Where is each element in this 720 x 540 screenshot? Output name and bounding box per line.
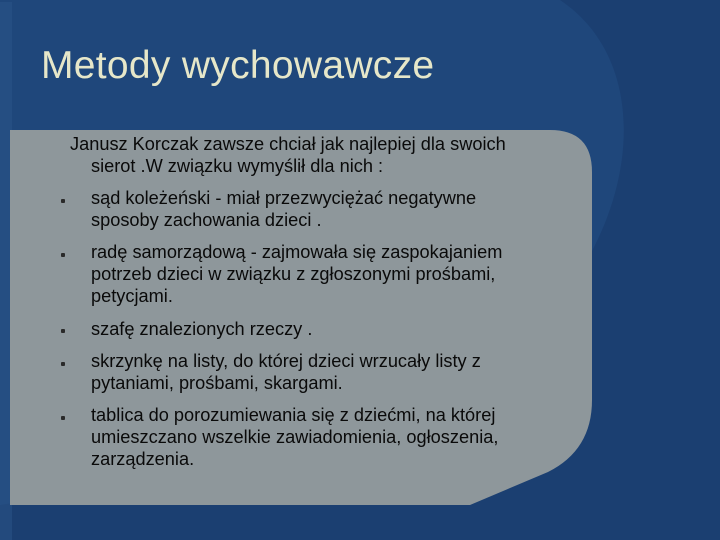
bullet-marker (61, 362, 65, 366)
item-5-line-1: tablica do porozumiewania się z dziećmi, na której (91, 405, 496, 425)
item-3-line-1: szafę znalezionych rzeczy . (91, 319, 313, 339)
bullet-marker (61, 199, 65, 203)
intro-line-1: Janusz Korczak zawsze chciał jak najlepiej dla swoich (70, 134, 506, 154)
bullet-marker (61, 329, 65, 333)
item-2-line-2: potrzeb dzieci w związku z zgłoszonymi prośbami, (91, 264, 496, 284)
item-4-line-1: skrzynkę na listy, do której dzieci wrzucały listy z (91, 351, 481, 371)
item-2-line-1: radę samorządową - zajmowała się zaspokajaniem (91, 242, 503, 262)
item-1-line-1: sąd koleżeński - miał przezwyciężać negatywne (91, 188, 477, 208)
item-5-line-2: umieszczano wszelkie zawiadomienia, ogłoszenia, (91, 427, 499, 447)
slide-title: Metody wychowawcze (41, 44, 435, 87)
bullet-marker (61, 416, 65, 420)
item-5-line-3: zarządzenia. (91, 449, 195, 469)
item-4-line-2: pytaniami, prośbami, skargami. (91, 373, 343, 393)
item-1-line-2: sposoby zachowania dzieci . (91, 210, 322, 230)
item-2-line-3: petycjami. (91, 286, 173, 306)
bullet-marker (61, 253, 65, 257)
intro-line-2: sierot .W związku wymyślił dla nich : (91, 156, 384, 176)
